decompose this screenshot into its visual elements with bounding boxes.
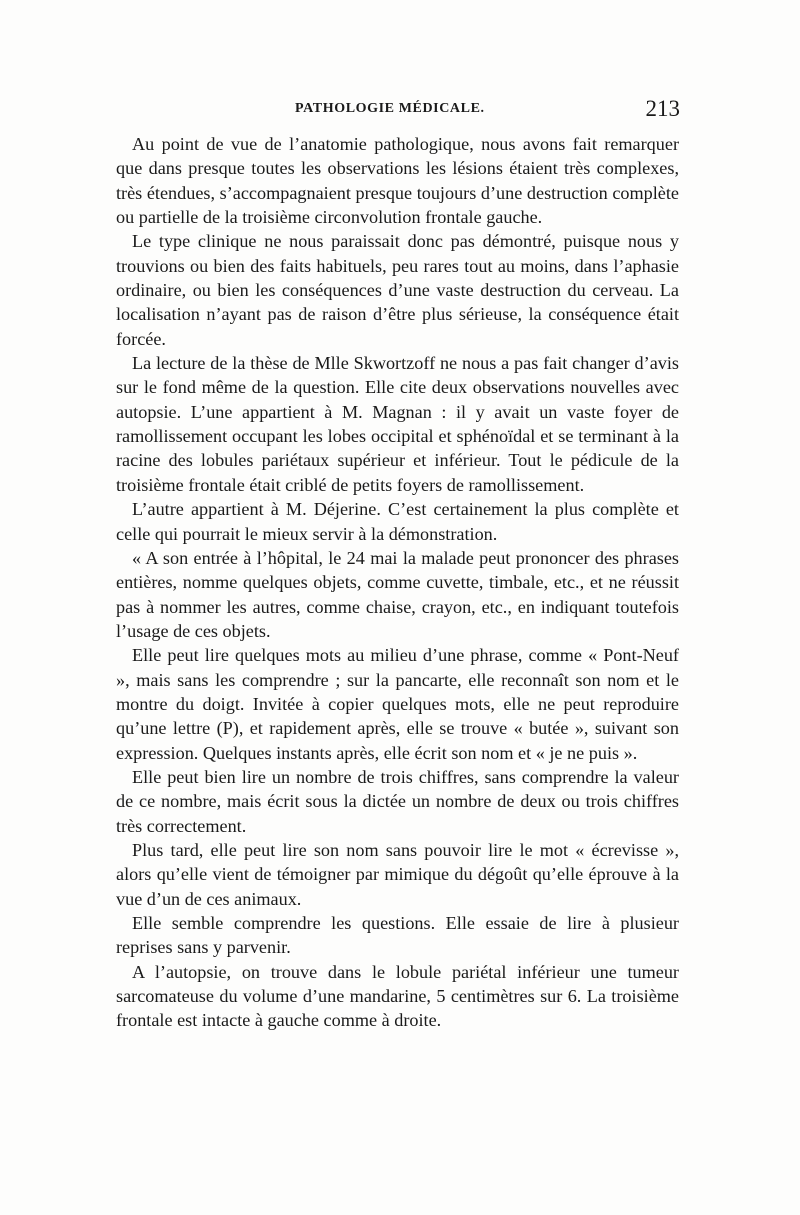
paragraph: Le type clinique ne nous paraissait donc pas démontré, puisque nous y trouvions ou bien des faits habituels, peu rares tout au moins, dans l’aphasie ordinaire, ou bien les conséquences d’une vaste destruction du cerveau. La localisation n’ayant pas de raison d’être plus sérieuse, la conséquence était forcée. (116, 231, 679, 349)
page-number: 213 (645, 96, 680, 121)
paragraph: La lecture de la thèse de Mlle Skwortzoff ne nous a pas fait changer d’avis sur le fond même de la question. Elle cite deux observations nouvelles avec autopsie. L’une appartient à M. Magnan : il y avait un vaste foyer de ramollissement occupant les lobes occipital et sphénoïdal et se terminant à la racine des lobules pariétaux supérieur et inférieur. Tout le pédicule de la troisième frontale était criblé de petits foyers de ramollissement. (116, 353, 679, 495)
paragraph: A l’autopsie, on trouve dans le lobule pariétal inférieur une tumeur sarcomateuse du volume d’une mandarine, 5 centimètres sur 6. La troisième frontale est intacte à gauche comme à droite. (116, 961, 679, 1031)
body-text (116, 132, 679, 1033)
paragraph: Elle peut bien lire un nombre de trois chiffres, sans comprendre la valeur de ce nombre, mais écrit sous la dictée un nombre de deux ou trois chiffres très correctement. (116, 766, 679, 836)
running-head-title: PATHOLOGIE MÉDICALE. (295, 101, 485, 116)
paragraph: Elle semble comprendre les questions. Elle essaie de lire à plusieur reprises sans y parvenir. (116, 913, 679, 958)
paragraph: « A son entrée à l’hôpital, le 24 mai la malade peut prononcer des phrases entières, nomme quelques objets, comme cuvette, timbale, etc., et ne réussit pas à nommer les autres, comme chaise, crayon, etc., en indiquant toutefois l’usage de ces objets. (116, 547, 679, 641)
paragraph: Au point de vue de l’anatomie pathologique, nous avons fait remarquer que dans presque toutes les observations les lésions étaient très complexes, très étendues, s’accompagnaient presque toujours d’une destruction complète ou partielle de la troisième circonvolution frontale gauche. (116, 134, 679, 228)
paragraph: Elle peut lire quelques mots au milieu d’une phrase, comme « Pont-Neuf », mais sans les comprendre ; sur la pancarte, elle reconnaît son nom et le montre du doigt. Invitée à copier quelques mots, elle ne peut reproduire qu’une lettre (P), et rapidement après, elle se trouve « butée », suivant son expression. Quelques instants après, elle écrit son nom et « je ne puis ». (116, 645, 679, 763)
paragraph: L’autre appartient à M. Déjerine. C’est certainement la plus complète et celle qui pourrait le mieux servir à la démonstration. (116, 499, 679, 544)
paragraph: Plus tard, elle peut lire son nom sans pouvoir lire le mot « écrevisse », alors qu’elle vient de témoigner par mimique du dégoût qu’elle éprouve à la vue d’un de ces animaux. (116, 839, 679, 909)
running-head (115, 96, 680, 126)
